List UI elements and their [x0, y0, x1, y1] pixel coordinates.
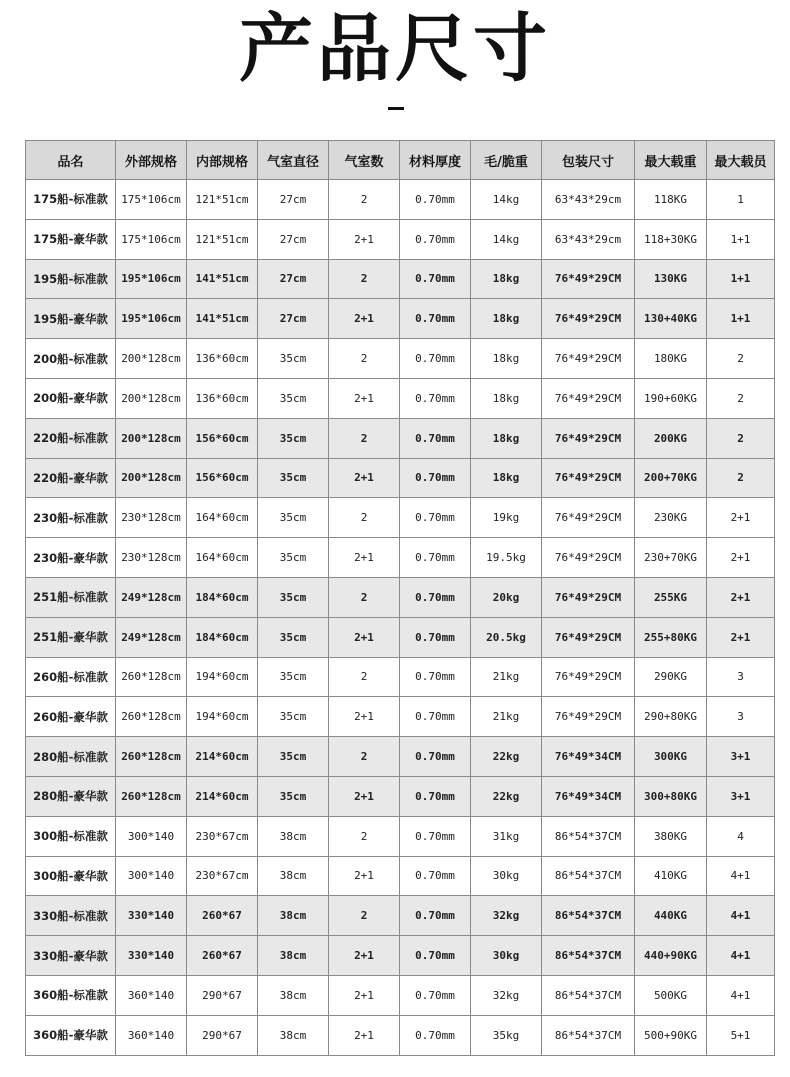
table-row [26, 737, 775, 777]
cell-max-load: 410KG [635, 856, 707, 896]
cell-chamber-count: 2 [329, 339, 400, 379]
table-row [26, 339, 775, 379]
cell-material-thickness: 0.70mm [400, 617, 471, 657]
cell-weight: 21kg [471, 657, 542, 697]
cell-max-persons: 1+1 [707, 259, 775, 299]
cell-tube-diameter: 35cm [258, 577, 329, 617]
cell-weight: 21kg [471, 697, 542, 737]
cell-chamber-count: 2+1 [329, 975, 400, 1015]
cell-chamber-count: 2+1 [329, 617, 400, 657]
cell-outer-size: 300*140 [116, 816, 187, 856]
cell-material-thickness: 0.70mm [400, 458, 471, 498]
cell-max-persons: 3+1 [707, 737, 775, 777]
cell-inner-size: 184*60cm [187, 617, 258, 657]
cell-max-load: 440KG [635, 896, 707, 936]
table-row [26, 259, 775, 299]
cell-material-thickness: 0.70mm [400, 538, 471, 578]
cell-outer-size: 330*140 [116, 936, 187, 976]
cell-max-load: 290KG [635, 657, 707, 697]
cell-name: 175船-豪华款 [26, 219, 116, 259]
cell-chamber-count: 2 [329, 577, 400, 617]
cell-material-thickness: 0.70mm [400, 737, 471, 777]
cell-name: 300船-标准款 [26, 816, 116, 856]
cell-material-thickness: 0.70mm [400, 697, 471, 737]
cell-material-thickness: 0.70mm [400, 896, 471, 936]
cell-material-thickness: 0.70mm [400, 339, 471, 379]
cell-inner-size: 214*60cm [187, 776, 258, 816]
table-body [26, 180, 775, 1056]
cell-chamber-count: 2+1 [329, 219, 400, 259]
cell-outer-size: 200*128cm [116, 418, 187, 458]
cell-tube-diameter: 35cm [258, 538, 329, 578]
cell-max-persons: 1+1 [707, 219, 775, 259]
cell-max-persons: 2 [707, 378, 775, 418]
cell-tube-diameter: 27cm [258, 219, 329, 259]
cell-max-persons: 4+1 [707, 975, 775, 1015]
cell-package-size: 76*49*29CM [542, 299, 635, 339]
cell-chamber-count: 2 [329, 498, 400, 538]
cell-chamber-count: 2+1 [329, 776, 400, 816]
cell-outer-size: 249*128cm [116, 577, 187, 617]
cell-max-load: 180KG [635, 339, 707, 379]
cell-tube-diameter: 38cm [258, 896, 329, 936]
cell-inner-size: 164*60cm [187, 498, 258, 538]
header-tube-diameter: 气室直径 [258, 141, 329, 180]
header-inner-size: 内部规格 [187, 141, 258, 180]
cell-chamber-count: 2+1 [329, 538, 400, 578]
cell-material-thickness: 0.70mm [400, 816, 471, 856]
table-row [26, 896, 775, 936]
cell-material-thickness: 0.70mm [400, 219, 471, 259]
cell-weight: 22kg [471, 776, 542, 816]
cell-weight: 22kg [471, 737, 542, 777]
cell-package-size: 76*49*29CM [542, 339, 635, 379]
cell-outer-size: 260*128cm [116, 697, 187, 737]
cell-inner-size: 121*51cm [187, 180, 258, 220]
cell-max-persons: 2+1 [707, 577, 775, 617]
cell-inner-size: 194*60cm [187, 697, 258, 737]
cell-name: 251船-标准款 [26, 577, 116, 617]
cell-tube-diameter: 35cm [258, 498, 329, 538]
cell-package-size: 86*54*37CM [542, 856, 635, 896]
cell-tube-diameter: 35cm [258, 737, 329, 777]
cell-max-load: 118KG [635, 180, 707, 220]
cell-max-load: 300+80KG [635, 776, 707, 816]
cell-name: 360船-豪华款 [26, 1015, 116, 1055]
cell-weight: 18kg [471, 259, 542, 299]
cell-inner-size: 136*60cm [187, 339, 258, 379]
table-row [26, 219, 775, 259]
cell-name: 195船-标准款 [26, 259, 116, 299]
cell-name: 280船-标准款 [26, 737, 116, 777]
cell-outer-size: 260*128cm [116, 657, 187, 697]
cell-weight: 20.5kg [471, 617, 542, 657]
cell-material-thickness: 0.70mm [400, 378, 471, 418]
cell-weight: 14kg [471, 180, 542, 220]
cell-chamber-count: 2 [329, 259, 400, 299]
cell-name: 195船-豪华款 [26, 299, 116, 339]
cell-outer-size: 260*128cm [116, 737, 187, 777]
cell-max-persons: 3 [707, 697, 775, 737]
cell-outer-size: 200*128cm [116, 378, 187, 418]
cell-max-load: 380KG [635, 816, 707, 856]
cell-outer-size: 330*140 [116, 896, 187, 936]
cell-outer-size: 260*128cm [116, 776, 187, 816]
cell-max-persons: 4+1 [707, 936, 775, 976]
cell-tube-diameter: 35cm [258, 697, 329, 737]
table-row [26, 299, 775, 339]
table-row [26, 975, 775, 1015]
cell-tube-diameter: 35cm [258, 776, 329, 816]
cell-package-size: 86*54*37CM [542, 936, 635, 976]
cell-weight: 20kg [471, 577, 542, 617]
cell-package-size: 76*49*29CM [542, 577, 635, 617]
table-row [26, 776, 775, 816]
table-row [26, 697, 775, 737]
cell-package-size: 63*43*29cm [542, 180, 635, 220]
cell-tube-diameter: 35cm [258, 617, 329, 657]
cell-chamber-count: 2 [329, 816, 400, 856]
cell-material-thickness: 0.70mm [400, 1015, 471, 1055]
cell-max-load: 230KG [635, 498, 707, 538]
cell-material-thickness: 0.70mm [400, 657, 471, 697]
cell-weight: 35kg [471, 1015, 542, 1055]
cell-tube-diameter: 38cm [258, 856, 329, 896]
cell-material-thickness: 0.70mm [400, 299, 471, 339]
cell-tube-diameter: 35cm [258, 458, 329, 498]
cell-weight: 31kg [471, 816, 542, 856]
cell-package-size: 86*54*37CM [542, 975, 635, 1015]
cell-max-persons: 4+1 [707, 856, 775, 896]
cell-chamber-count: 2+1 [329, 1015, 400, 1055]
cell-chamber-count: 2+1 [329, 299, 400, 339]
cell-tube-diameter: 27cm [258, 299, 329, 339]
cell-package-size: 76*49*34CM [542, 776, 635, 816]
cell-outer-size: 175*106cm [116, 219, 187, 259]
table-row [26, 577, 775, 617]
cell-package-size: 86*54*37CM [542, 816, 635, 856]
cell-outer-size: 200*128cm [116, 458, 187, 498]
table-row [26, 936, 775, 976]
table-row [26, 458, 775, 498]
table-row [26, 498, 775, 538]
cell-max-persons: 2 [707, 339, 775, 379]
cell-inner-size: 184*60cm [187, 577, 258, 617]
cell-max-persons: 3 [707, 657, 775, 697]
cell-max-load: 440+90KG [635, 936, 707, 976]
cell-max-load: 255+80KG [635, 617, 707, 657]
cell-max-persons: 2+1 [707, 498, 775, 538]
cell-chamber-count: 2 [329, 180, 400, 220]
cell-chamber-count: 2+1 [329, 936, 400, 976]
cell-inner-size: 214*60cm [187, 737, 258, 777]
cell-outer-size: 300*140 [116, 856, 187, 896]
cell-inner-size: 260*67 [187, 896, 258, 936]
cell-weight: 19kg [471, 498, 542, 538]
cell-name: 280船-豪华款 [26, 776, 116, 816]
cell-material-thickness: 0.70mm [400, 259, 471, 299]
cell-inner-size: 290*67 [187, 1015, 258, 1055]
cell-weight: 32kg [471, 975, 542, 1015]
table-row [26, 180, 775, 220]
table-header-row [26, 141, 775, 180]
cell-weight: 18kg [471, 458, 542, 498]
cell-max-persons: 4+1 [707, 896, 775, 936]
cell-max-persons: 4 [707, 816, 775, 856]
header-max-persons: 最大载员 [707, 141, 775, 180]
cell-package-size: 76*49*29CM [542, 259, 635, 299]
cell-name: 230船-豪华款 [26, 538, 116, 578]
cell-material-thickness: 0.70mm [400, 936, 471, 976]
cell-name: 300船-豪华款 [26, 856, 116, 896]
cell-name: 260船-标准款 [26, 657, 116, 697]
header-max-load: 最大载重 [635, 141, 707, 180]
cell-max-load: 200+70KG [635, 458, 707, 498]
header-outer-size: 外部规格 [116, 141, 187, 180]
cell-tube-diameter: 35cm [258, 657, 329, 697]
cell-inner-size: 230*67cm [187, 856, 258, 896]
cell-tube-diameter: 38cm [258, 816, 329, 856]
cell-chamber-count: 2+1 [329, 458, 400, 498]
cell-tube-diameter: 27cm [258, 180, 329, 220]
cell-outer-size: 249*128cm [116, 617, 187, 657]
cell-material-thickness: 0.70mm [400, 577, 471, 617]
cell-chamber-count: 2+1 [329, 697, 400, 737]
cell-package-size: 76*49*29CM [542, 538, 635, 578]
page-title: 产品尺寸 [239, 6, 551, 92]
cell-inner-size: 156*60cm [187, 418, 258, 458]
header-chamber-count: 气室数 [329, 141, 400, 180]
table-row [26, 617, 775, 657]
cell-tube-diameter: 38cm [258, 975, 329, 1015]
cell-name: 330船-豪华款 [26, 936, 116, 976]
table-row [26, 856, 775, 896]
cell-max-persons: 1 [707, 180, 775, 220]
cell-package-size: 86*54*37CM [542, 1015, 635, 1055]
cell-weight: 18kg [471, 378, 542, 418]
cell-inner-size: 260*67 [187, 936, 258, 976]
cell-material-thickness: 0.70mm [400, 180, 471, 220]
cell-outer-size: 195*106cm [116, 299, 187, 339]
cell-chamber-count: 2+1 [329, 856, 400, 896]
cell-weight: 18kg [471, 339, 542, 379]
cell-package-size: 76*49*29CM [542, 657, 635, 697]
cell-material-thickness: 0.70mm [400, 975, 471, 1015]
cell-inner-size: 164*60cm [187, 538, 258, 578]
cell-inner-size: 230*67cm [187, 816, 258, 856]
cell-inner-size: 290*67 [187, 975, 258, 1015]
cell-max-persons: 2 [707, 418, 775, 458]
cell-package-size: 76*49*29CM [542, 498, 635, 538]
cell-chamber-count: 2+1 [329, 378, 400, 418]
cell-inner-size: 136*60cm [187, 378, 258, 418]
cell-package-size: 76*49*29CM [542, 378, 635, 418]
cell-max-load: 130KG [635, 259, 707, 299]
cell-tube-diameter: 35cm [258, 339, 329, 379]
cell-max-persons: 1+1 [707, 299, 775, 339]
cell-max-load: 190+60KG [635, 378, 707, 418]
table-row [26, 657, 775, 697]
cell-name: 330船-标准款 [26, 896, 116, 936]
cell-weight: 18kg [471, 418, 542, 458]
cell-weight: 30kg [471, 936, 542, 976]
cell-outer-size: 195*106cm [116, 259, 187, 299]
cell-max-load: 290+80KG [635, 697, 707, 737]
cell-tube-diameter: 27cm [258, 259, 329, 299]
cell-tube-diameter: 35cm [258, 418, 329, 458]
cell-max-load: 500+90KG [635, 1015, 707, 1055]
cell-inner-size: 141*51cm [187, 259, 258, 299]
cell-max-load: 230+70KG [635, 538, 707, 578]
title-underline-mark [388, 107, 404, 110]
cell-max-load: 500KG [635, 975, 707, 1015]
cell-outer-size: 175*106cm [116, 180, 187, 220]
cell-tube-diameter: 35cm [258, 378, 329, 418]
cell-max-persons: 2 [707, 458, 775, 498]
cell-max-load: 300KG [635, 737, 707, 777]
cell-inner-size: 156*60cm [187, 458, 258, 498]
cell-package-size: 86*54*37CM [542, 896, 635, 936]
cell-name: 200船-标准款 [26, 339, 116, 379]
cell-max-persons: 2+1 [707, 617, 775, 657]
cell-chamber-count: 2 [329, 657, 400, 697]
cell-weight: 32kg [471, 896, 542, 936]
cell-name: 230船-标准款 [26, 498, 116, 538]
cell-outer-size: 360*140 [116, 1015, 187, 1055]
cell-weight: 30kg [471, 856, 542, 896]
cell-chamber-count: 2 [329, 896, 400, 936]
cell-max-persons: 3+1 [707, 776, 775, 816]
cell-name: 220船-豪华款 [26, 458, 116, 498]
cell-name: 251船-豪华款 [26, 617, 116, 657]
cell-package-size: 76*49*29CM [542, 697, 635, 737]
cell-tube-diameter: 38cm [258, 1015, 329, 1055]
cell-tube-diameter: 38cm [258, 936, 329, 976]
cell-package-size: 76*49*29CM [542, 617, 635, 657]
cell-package-size: 76*49*29CM [542, 458, 635, 498]
header-name: 品名 [26, 141, 116, 180]
cell-max-load: 255KG [635, 577, 707, 617]
cell-package-size: 63*43*29cm [542, 219, 635, 259]
cell-chamber-count: 2 [329, 418, 400, 458]
cell-name: 260船-豪华款 [26, 697, 116, 737]
cell-outer-size: 230*128cm [116, 498, 187, 538]
cell-outer-size: 230*128cm [116, 538, 187, 578]
cell-inner-size: 121*51cm [187, 219, 258, 259]
table-row [26, 538, 775, 578]
product-size-table [25, 140, 775, 1056]
cell-material-thickness: 0.70mm [400, 498, 471, 538]
cell-max-load: 200KG [635, 418, 707, 458]
cell-max-persons: 5+1 [707, 1015, 775, 1055]
cell-weight: 14kg [471, 219, 542, 259]
table-row [26, 378, 775, 418]
cell-inner-size: 194*60cm [187, 657, 258, 697]
cell-max-persons: 2+1 [707, 538, 775, 578]
cell-name: 220船-标准款 [26, 418, 116, 458]
header-material-thickness: 材料厚度 [400, 141, 471, 180]
cell-name: 175船-标准款 [26, 180, 116, 220]
cell-package-size: 76*49*29CM [542, 418, 635, 458]
cell-weight: 18kg [471, 299, 542, 339]
cell-weight: 19.5kg [471, 538, 542, 578]
cell-package-size: 76*49*34CM [542, 737, 635, 777]
cell-outer-size: 360*140 [116, 975, 187, 1015]
cell-outer-size: 200*128cm [116, 339, 187, 379]
table-row [26, 1015, 775, 1055]
cell-material-thickness: 0.70mm [400, 418, 471, 458]
cell-material-thickness: 0.70mm [400, 776, 471, 816]
cell-max-load: 118+30KG [635, 219, 707, 259]
table-row [26, 418, 775, 458]
cell-name: 200船-豪华款 [26, 378, 116, 418]
cell-material-thickness: 0.70mm [400, 856, 471, 896]
header-package-size: 包装尺寸 [542, 141, 635, 180]
cell-max-load: 130+40KG [635, 299, 707, 339]
header-weight: 毛/脆重 [471, 141, 542, 180]
cell-inner-size: 141*51cm [187, 299, 258, 339]
cell-chamber-count: 2 [329, 737, 400, 777]
table-row [26, 816, 775, 856]
cell-name: 360船-标准款 [26, 975, 116, 1015]
